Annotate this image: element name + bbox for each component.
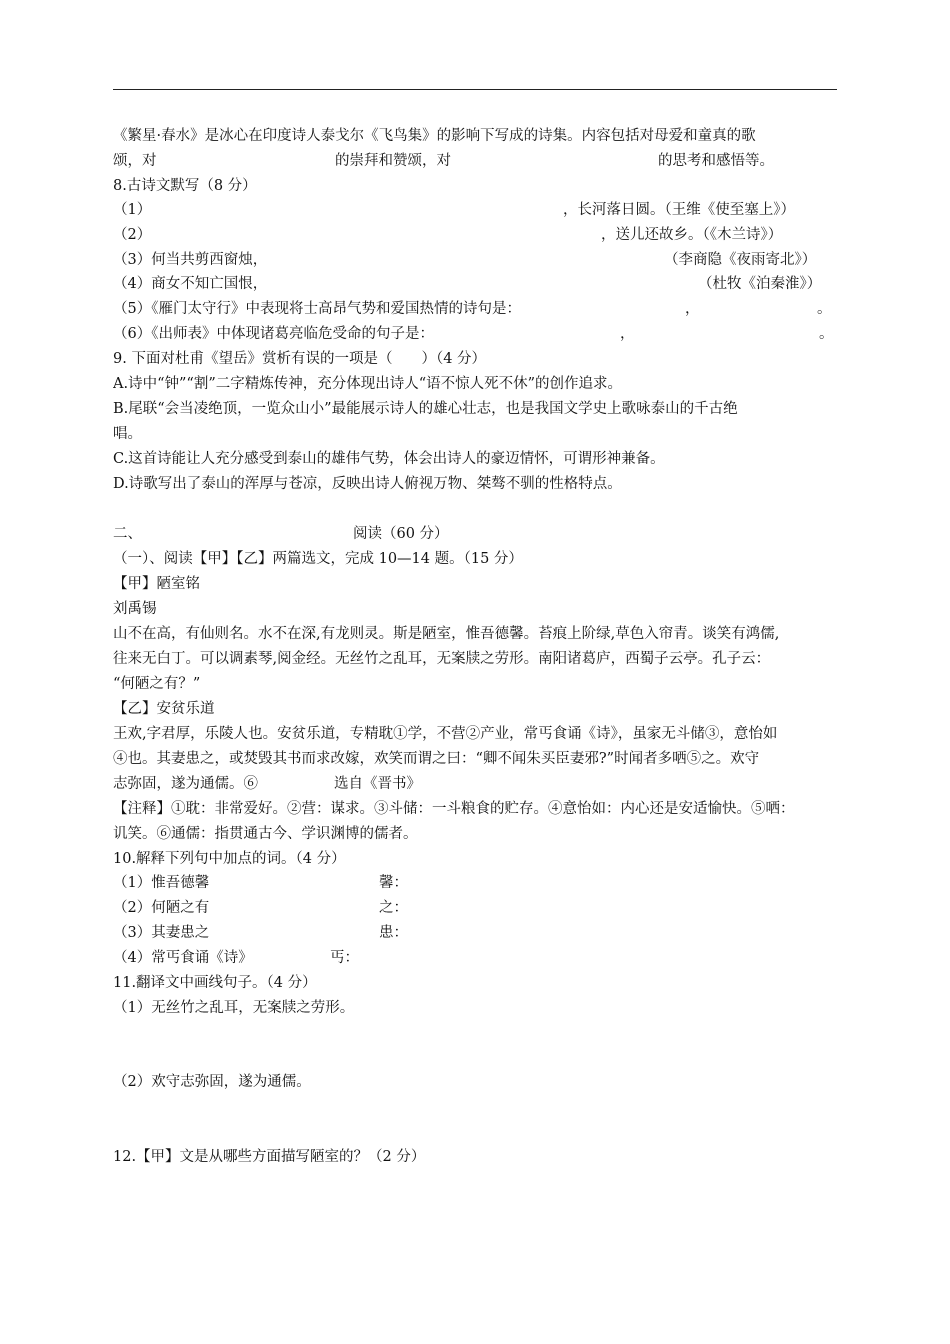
jia-paragraph-line-3: “何陋之有？” [113,676,201,692]
q10-item-1-sentence: （1）惟吾德馨 [113,875,210,891]
yi-paragraph-line-2: ④也。其妻患之，或焚毁其书而求改嫁，欢笑而谓之曰：“卿不闻朱买臣妻邪?”时闻者多哂⑤之。欢守 [113,751,760,767]
q10-item-4-sentence: （4）常丐食诵《诗》 [113,950,253,966]
yi-paragraph-line-1: 王欢,字君厚，乐陵人也。安贫乐道，专精耽①学，不营②产业，常丐食诵《诗》，虽家无斗储③，意怡如 [113,726,778,742]
q8-item-4-num: （4）商女不知亡国恨， [113,276,268,292]
q10-title: 10.解释下列句中加点的词。（4 分） [113,851,346,867]
q8-item-5 [113,297,837,321]
notes-line-1: 【注释】①耽：非常爱好。②营：谋求。③斗储：一斗粮食的贮存。④意怡如：内心还是安适愉快。⑤哂： [113,801,795,817]
q9-option-a: A.诗中“钟”“割”二字精炼传神，充分体现出诗人“语不惊人死不休”的创作追求。 [113,376,623,392]
q12-title: 12.【甲】文是从哪些方面描写陋室的？（2 分） [113,1149,426,1165]
q8-item-5-num: （5）《雁门太守行》中表现将士高昂气势和爱国热情的诗句是： [113,301,521,317]
yi-paragraph-line-3 [113,772,837,796]
yi-paragraph-line-3-text: 志弥固，遂为通儒。⑥ [113,776,258,792]
q10-item-1 [113,871,837,895]
q10-item-3-sentence: （3）其妻患之 [113,925,210,941]
q9-title: 9. 下面对杜甫《望岳》赏析有误的一项是（ ）（4 分） [113,351,487,367]
jia-author: 刘禹锡 [113,601,157,617]
q9-option-d: D.诗歌写出了泰山的浑厚与苍凉，反映出诗人俯视万物、桀骜不驯的性格特点。 [113,476,622,492]
q10-item-2-sentence: （2）何陋之有 [113,900,210,916]
q8-item-3 [113,248,837,272]
q11-sentence-1: （1）无丝竹之乱耳，无案牍之劳形。 [113,1000,355,1016]
q8-item-6-num: （6）《出师表》中体现诸葛亮临危受命的句子是： [113,326,434,342]
q10-item-2-word: 之： [379,900,408,916]
q8-item-2-text: ，送儿还故乡。（《木兰诗》） [601,227,783,243]
q11-sentence-2: （2）欢守志弥固，遂为通儒。 [113,1074,311,1090]
jia-paragraph-line-1: 山不在高，有仙则名。水不在深,有龙则灵。斯是陋室，惟吾德馨。苔痕上阶绿,草色入帘青。谈笑有鸿儒, [113,626,780,642]
bingxin-line-2 [113,149,837,173]
q8-title: 8.古诗文默写（8 分） [113,178,257,194]
q8-item-5-comma: ， [685,301,700,317]
bingxin-line-2-a: 颂，对 [113,153,157,169]
notes-line-2: 讥笑。⑥通儒：指贯通古今、学识渊博的儒者。 [113,826,418,842]
part-1-intro: （一）、阅读【甲】【乙】两篇选文，完成 10—14 题。（15 分） [113,551,523,567]
section-2-num: 二、 [113,526,142,542]
bingxin-line-1: 《繁星·春水》是冰心在印度诗人泰戈尔《飞鸟集》的影响下写成的诗集。内容包括对母爱和童真的歌 [113,128,756,144]
section-2-title: 阅读（60 分） [353,526,449,542]
q8-item-4-text: （杜牧《泊秦淮》） [698,276,822,292]
jia-title: 【甲】陋室铭 [113,576,200,592]
q8-item-1 [113,198,837,222]
jia-paragraph-line-2: 往来无白丁。可以调素琴,阅金经。无丝竹之乱耳，无案牍之劳形。南阳诸葛庐，西蜀子云亭。孔子云： [113,651,771,667]
bingxin-line-2-c: 的思考和感悟等。 [658,153,774,169]
q8-item-1-text: ，长河落日圆。（王维《使至塞上》） [563,202,795,218]
q9-option-b-line-1: B.尾联“会当凌绝顶，一览众山小”最能展示诗人的雄心壮志，也是我国文学史上歌咏泰山的千古绝 [113,401,738,417]
q9-option-c: C.这首诗能让人充分感受到泰山的雄伟气势，体会出诗人的豪迈情怀，可谓形神兼备。 [113,451,665,467]
q8-item-3-num: （3）何当共剪西窗烛， [113,252,268,268]
bingxin-line-2-b: 的崇拜和赞颂，对 [335,153,451,169]
q8-item-5-end: 。 [817,301,832,317]
q10-item-3 [113,921,837,945]
q10-item-2 [113,896,837,920]
q8-item-6-comma: ， [620,326,635,342]
yi-title: 【乙】安贫乐道 [113,701,215,717]
q10-item-3-word: 患： [379,925,408,941]
q8-item-2-num: （2） [113,227,152,243]
q10-item-4 [113,946,837,970]
q8-item-4 [113,272,837,296]
q8-item-2 [113,223,837,247]
q8-item-6-end: 。 [819,326,834,342]
q9-option-b-line-2: 唱。 [113,426,142,442]
q8-item-3-text: （李商隐《夜雨寄北》） [664,252,817,268]
q8-item-1-num: （1） [113,202,152,218]
yi-source: 选自《晋书》 [334,776,421,792]
q11-title: 11.翻译文中画线句子。（4 分） [113,975,317,991]
q10-item-4-word: 丐： [330,950,359,966]
q8-item-6 [113,322,837,346]
section-2-heading [113,522,837,546]
header-rule [113,89,837,90]
q10-item-1-word: 馨： [379,875,408,891]
